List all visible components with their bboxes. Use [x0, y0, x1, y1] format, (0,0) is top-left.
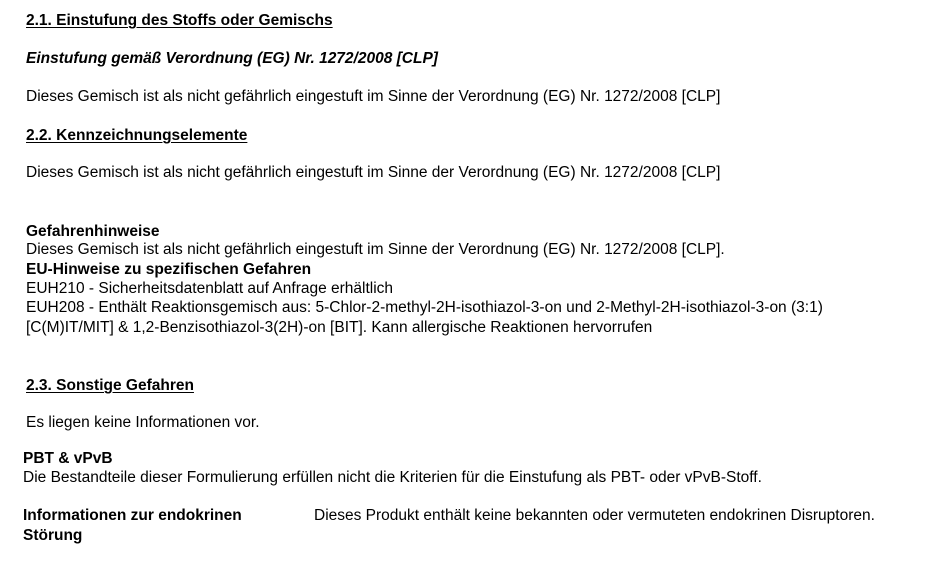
labelling-text: Dieses Gemisch ist als nicht gefährlich eingestuft im Sinne der Verordnung (EG) Nr. 1272/2008 [CLP] [26, 164, 721, 181]
pbt-text: Die Bestandteile dieser Formulierung erfüllen nicht die Kriterien für die Einstufung als PBT- oder vPvB-Stoff. [23, 469, 762, 486]
heading-2-3: 2.3. Sonstige Gefahren [26, 377, 194, 394]
eu-hazards-heading: EU-Hinweise zu spezifischen Gefahren [26, 261, 312, 278]
euh210-text: EUH210 - Sicherheitsdatenblatt auf Anfrage erhältlich [26, 280, 394, 297]
classification-text: Dieses Gemisch ist als nicht gefährlich eingestuft im Sinne der Verordnung (EG) Nr. 1272/2008 [CLP] [26, 88, 721, 105]
other-hazards-text: Es liegen keine Informationen vor. [26, 414, 260, 431]
euh208-text-line2: [C(M)IT/MIT] & 1,2-Benzisothiazol-3(2H)-on [BIT]. Kann allergische Reaktionen hervorrufen [26, 319, 653, 336]
heading-2-2: 2.2. Kennzeichnungselemente [26, 127, 248, 144]
endocrine-text: Dieses Produkt enthält keine bekannten oder vermuteten endokrinen Disruptoren. [314, 507, 875, 524]
euh208-text-line1: EUH208 - Enthält Reaktionsgemisch aus: 5-Chlor-2-methyl-2H-isothiazol-3-on und 2-Methyl-2H-isothiazol-3-on (3:1) [26, 299, 823, 316]
endocrine-label-line1: Informationen zur endokrinen [23, 507, 242, 524]
subheading-clp: Einstufung gemäß Verordnung (EG) Nr. 1272/2008 [CLP] [26, 50, 438, 67]
pbt-heading: PBT & vPvB [23, 450, 113, 467]
endocrine-label-line2: Störung [23, 527, 83, 544]
heading-2-1: 2.1. Einstufung des Stoffs oder Gemischs [26, 12, 333, 29]
hazard-statements-text: Dieses Gemisch ist als nicht gefährlich eingestuft im Sinne der Verordnung (EG) Nr. 1272/2008 [CLP]. [26, 241, 725, 258]
hazard-statements-heading: Gefahrenhinweise [26, 223, 160, 240]
